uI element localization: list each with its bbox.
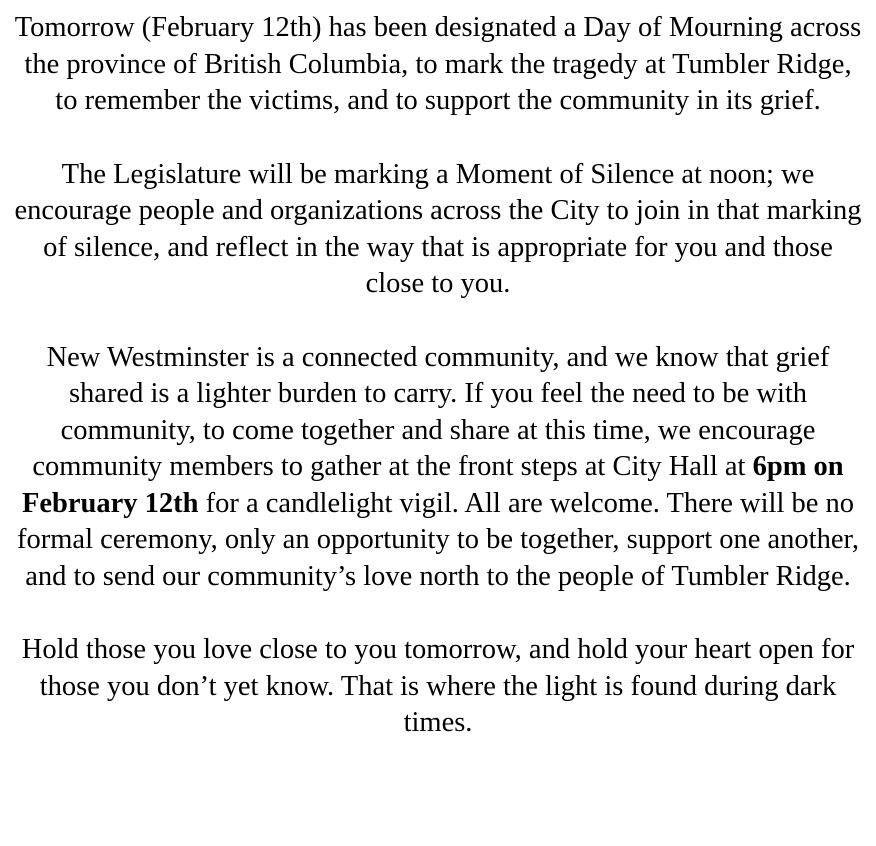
vigil-text-after: for a candlelight vigil. All are welcome. There will be no formal ceremony, only an opportunity to be together, support one another, and to send our community’s love north to the people of Tumbler Ridge. xyxy=(17,487,859,592)
paragraph-candlelight-vigil xyxy=(14,340,862,596)
vigil-date-time: 6pm on February 12th xyxy=(21,451,844,519)
paragraph-closing-message: Hold those you love close to you tomorrow, and hold your heart open for those you don’t yet know. That is where the light is found during dark times. xyxy=(21,634,855,738)
announcement-document xyxy=(0,10,876,742)
paragraph-day-of-mourning: Tomorrow (February 12th) has been designated a Day of Mourning across the province of British Columbia, to mark the tragedy at Tumbler Ridge, to remember the victims, and to support the community in its grief. xyxy=(14,12,862,116)
paragraph-moment-of-silence: The Legislature will be marking a Moment of Silence at noon; we encourage people and organizations across the City to join in that marking of silence, and reflect in the way that is appropriate for you and those close to you. xyxy=(14,158,862,299)
vigil-text-before: New Westminster is a connected community, and we know that grief shared is a lighter burden to carry. If you feel the need to be with community, to come together and share at this time, we encourage community members to gather at the front steps at City Hall at xyxy=(32,341,830,482)
